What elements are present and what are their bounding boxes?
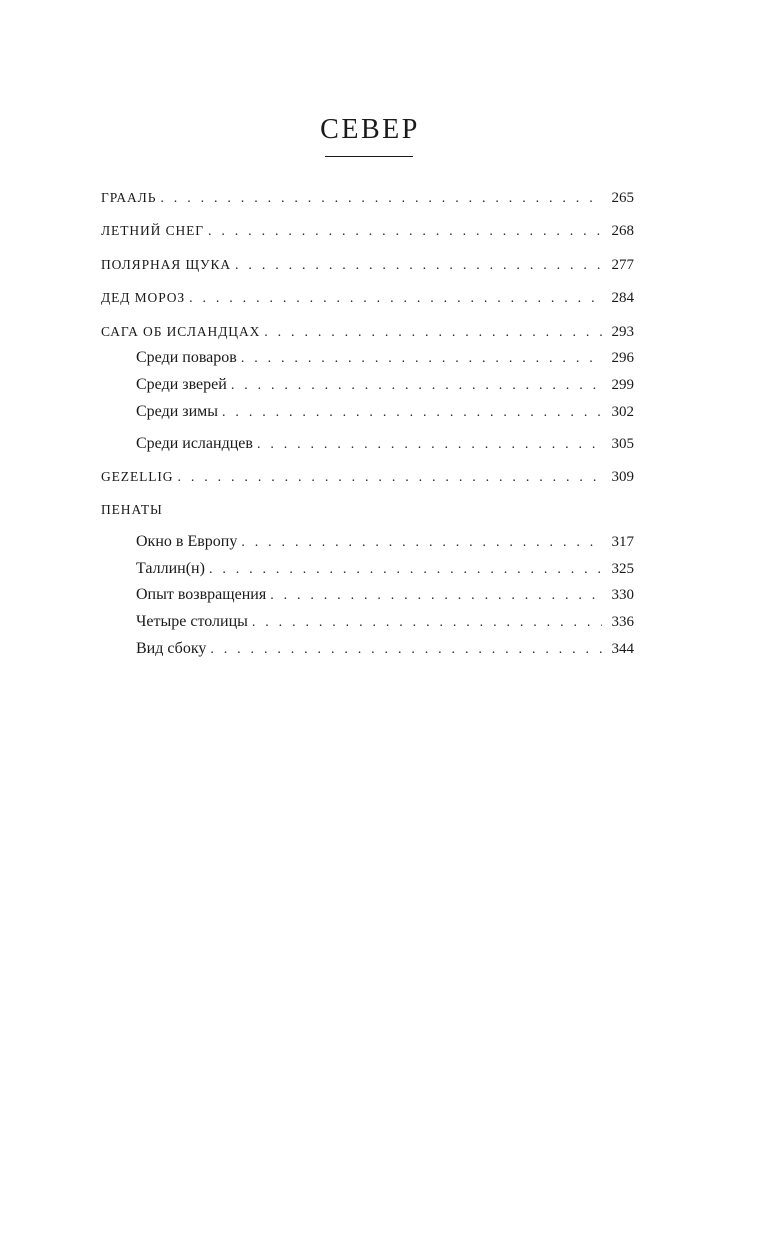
title-underline <box>325 156 413 157</box>
toc-page-number: 344 <box>611 641 634 657</box>
toc-subentry <box>136 638 634 660</box>
toc-leader-dots <box>270 585 601 607</box>
toc-leader-dots <box>257 434 602 456</box>
toc-page-number: 309 <box>611 469 634 485</box>
toc-subentry-title: Среди поваров <box>136 349 237 366</box>
toc-page-number: 336 <box>611 614 634 630</box>
toc-entry <box>101 187 634 209</box>
toc-entry-title: ЛЕТНИЙ СНЕГ <box>101 223 204 238</box>
toc-entry-title: ДЕД МОРОЗ <box>101 290 186 305</box>
toc-entry <box>101 254 634 276</box>
toc-subentry <box>136 611 634 633</box>
toc-subentry <box>136 531 634 553</box>
toc-entry <box>101 321 634 343</box>
toc-subentry <box>136 374 634 396</box>
section-title: СЕВЕР <box>320 114 420 145</box>
toc-leader-dots <box>160 188 601 210</box>
toc-entry <box>101 499 634 521</box>
toc-page-number: 305 <box>611 436 634 452</box>
toc-entry <box>101 466 634 488</box>
toc-leader-dots <box>189 288 601 310</box>
toc-entry-title: ПОЛЯРНАЯ ЩУКА <box>101 257 232 272</box>
toc-page-number: 284 <box>611 290 634 306</box>
toc-leader-dots <box>264 322 601 344</box>
toc-subentry-title: Среди зверей <box>136 376 227 393</box>
toc-subentry <box>136 584 634 606</box>
toc-leader-dots <box>208 221 602 243</box>
toc-subentry <box>136 347 634 369</box>
toc-page-number: 265 <box>611 190 634 206</box>
toc-page-number: 277 <box>611 257 634 273</box>
toc-entry-title: САГА ОБ ИСЛАНДЦАХ <box>101 324 261 339</box>
toc-leader-dots <box>235 255 601 277</box>
toc-subentry-title: Среди исландцев <box>136 435 253 452</box>
toc-subentry <box>136 433 634 455</box>
toc-subentry-title: Таллин(н) <box>136 560 205 577</box>
toc-page-number: 293 <box>611 324 634 340</box>
toc-page-number: 299 <box>611 377 634 393</box>
toc-page-number: 317 <box>611 534 634 550</box>
toc-entry-title: ГРААЛЬ <box>101 190 157 205</box>
toc-leader-dots <box>209 559 602 581</box>
toc-page-number: 268 <box>611 223 634 239</box>
toc-page-number: 302 <box>611 404 634 420</box>
toc-entry <box>101 287 634 309</box>
toc-entry <box>101 220 634 242</box>
toc-entry-title: ПЕНАТЫ <box>101 502 163 517</box>
toc-subentry-title: Опыт возвращения <box>136 586 267 603</box>
toc-subentry-title: Четыре столицы <box>136 613 248 630</box>
toc-page-number: 330 <box>611 587 634 603</box>
toc-leader-dots <box>241 348 602 370</box>
toc-page-number: 296 <box>611 350 634 366</box>
toc-subentry-title: Окно в Европу <box>136 533 238 550</box>
toc-leader-dots <box>177 467 601 489</box>
toc-subentry <box>136 401 634 423</box>
toc-page-number: 325 <box>611 561 634 577</box>
toc-leader-dots <box>241 532 601 554</box>
toc-leader-dots <box>252 612 602 634</box>
toc-subentry-title: Среди зимы <box>136 403 219 420</box>
toc-leader-dots <box>210 639 601 661</box>
toc-leader-dots <box>222 402 601 424</box>
toc-entry-title: GEZELLIG <box>101 469 174 484</box>
toc-subentry-title: Вид сбоку <box>136 640 207 657</box>
toc-leader-dots <box>231 375 602 397</box>
toc-subentry <box>136 558 634 580</box>
